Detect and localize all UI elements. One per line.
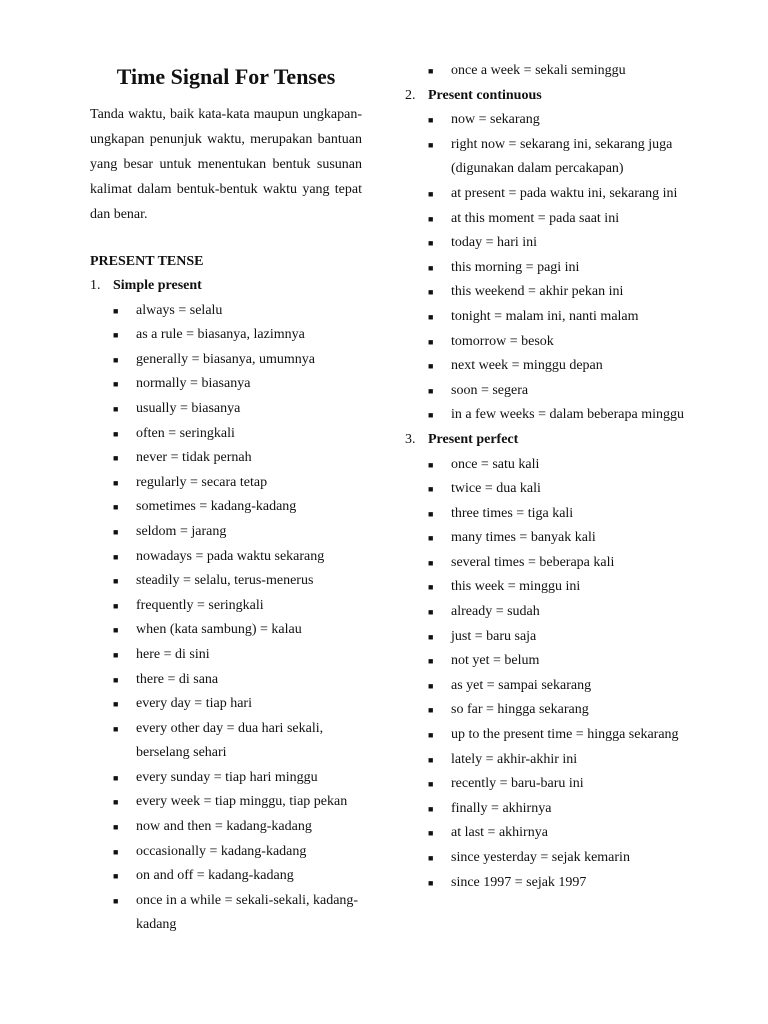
- present-perfect-item: [428, 575, 695, 600]
- simple-present-item: [113, 299, 362, 324]
- present-perfect-item: [428, 477, 695, 502]
- bullet-square-icon: ■: [113, 699, 119, 710]
- bullet-square-icon: ■: [428, 484, 434, 495]
- tense-number: 2.: [405, 87, 416, 103]
- bullet-square-icon: ■: [428, 730, 434, 741]
- bullet-square-icon: ■: [113, 846, 119, 857]
- present-perfect-item: [428, 502, 695, 527]
- simple-present-item: [113, 643, 362, 668]
- present-continuous-item: [428, 354, 695, 379]
- bullet-square-icon: ■: [428, 287, 434, 298]
- simple-present-item: [113, 594, 362, 619]
- bullet-square-icon: ■: [113, 551, 119, 562]
- simple-present-item: [428, 59, 695, 84]
- bullet-square-icon: ■: [428, 705, 434, 716]
- present-continuous-item: [428, 403, 695, 428]
- bullet-square-icon: ■: [428, 385, 434, 396]
- intro-paragraph: Tanda waktu, baik kata-kata maupun ungkapan-ungkapan penunjuk waktu, merupakan bantuan yang besar untuk menentukan bentuk susunan kalimat dalam bentuk-bentuk waktu yang tepat dan benar.: [90, 107, 362, 222]
- list-item-text: frequently = seringkali: [136, 597, 264, 613]
- present-perfect-list: [405, 453, 695, 896]
- bullet-square-icon: ■: [428, 582, 434, 593]
- list-item-text: once a week = sekali seminggu: [451, 63, 626, 78]
- list-item-text: every other day = dua hari sekali, berselang sehari: [136, 720, 324, 761]
- bullet-square-icon: ■: [428, 533, 434, 544]
- present-perfect-item: [428, 600, 695, 625]
- simple-present-item: [113, 422, 362, 447]
- bullet-square-icon: ■: [428, 656, 434, 667]
- bullet-square-icon: ■: [428, 557, 434, 568]
- list-item-text: this morning = pagi ini: [451, 259, 580, 275]
- list-item-text: once in a while = sekali-sekali, kadang-kadang: [136, 892, 359, 933]
- bullet-square-icon: ■: [113, 625, 119, 636]
- list-item-text: on and off = kadang-kadang: [136, 868, 294, 884]
- list-item-text: twice = dua kali: [451, 481, 541, 497]
- list-item-text: sometimes = kadang-kadang: [136, 499, 297, 515]
- present-perfect-item: [428, 846, 695, 871]
- bullet-square-icon: ■: [113, 576, 119, 587]
- present-continuous-item: [428, 280, 695, 305]
- simple-present-list: [90, 299, 362, 938]
- list-item-text: tomorrow = besok: [451, 333, 554, 349]
- bullet-square-icon: ■: [428, 361, 434, 372]
- bullet-square-icon: ■: [113, 723, 119, 734]
- present-perfect-item: [428, 797, 695, 822]
- simple-present-item: [113, 864, 362, 889]
- bullet-square-icon: ■: [113, 674, 119, 685]
- list-item-text: this week = minggu ini: [451, 579, 581, 595]
- right-column: [405, 59, 695, 895]
- present-perfect-item: [428, 821, 695, 846]
- tense-name: Present continuous: [428, 87, 542, 103]
- list-item-text: finally = akhirnya: [451, 800, 552, 816]
- bullet-square-icon: ■: [113, 305, 119, 316]
- bullet-square-icon: ■: [428, 336, 434, 347]
- list-item-text: never = tidak pernah: [136, 450, 252, 466]
- list-item-text: as a rule = biasanya, lazimnya: [136, 327, 305, 343]
- list-item-text: always = selalu: [136, 302, 223, 318]
- list-item-text: steadily = selalu, terus-menerus: [136, 573, 314, 589]
- list-item-text: so far = hingga sekarang: [451, 702, 589, 718]
- list-item-text: usually = biasanya: [136, 400, 241, 416]
- simple-present-item: [113, 618, 362, 643]
- bullet-square-icon: ■: [428, 459, 434, 470]
- list-item-text: up to the present time = hingga sekarang: [451, 727, 679, 743]
- bullet-square-icon: ■: [428, 262, 434, 273]
- simple-present-item: [113, 815, 362, 840]
- present-perfect-item: [428, 748, 695, 773]
- list-item-text: since 1997 = sejak 1997: [451, 874, 587, 890]
- bullet-square-icon: ■: [113, 453, 119, 464]
- bullet-square-icon: ■: [428, 607, 434, 618]
- simple-present-item: [113, 471, 362, 496]
- bullet-square-icon: ■: [113, 649, 119, 660]
- simple-present-item: [113, 446, 362, 471]
- simple-present-item: [113, 840, 362, 865]
- list-item-text: normally = biasanya: [136, 376, 251, 392]
- list-item-text: recently = baru-baru ini: [451, 776, 584, 792]
- list-item-text: as yet = sampai sekarang: [451, 677, 592, 693]
- present-continuous-item: [428, 133, 695, 182]
- simple-present-item: [113, 372, 362, 397]
- list-item-text: now = sekarang: [451, 112, 540, 128]
- list-item-text: this weekend = akhir pekan ini: [451, 284, 624, 300]
- list-item-text: in a few weeks = dalam beberapa minggu: [451, 407, 684, 423]
- list-item-text: often = seringkali: [136, 425, 235, 441]
- present-continuous-item: [428, 231, 695, 256]
- bullet-square-icon: ■: [113, 772, 119, 783]
- list-item-text: occasionally = kadang-kadang: [136, 843, 307, 859]
- bullet-square-icon: ■: [428, 779, 434, 790]
- list-item-text: there = di sana: [136, 671, 219, 687]
- bullet-square-icon: ■: [428, 66, 434, 76]
- simple-present-item: [113, 348, 362, 373]
- present-continuous-item: [428, 182, 695, 207]
- present-perfect-item: [428, 674, 695, 699]
- present-continuous-list: [405, 108, 695, 428]
- list-item-text: just = baru saja: [451, 628, 537, 644]
- bullet-square-icon: ■: [428, 311, 434, 322]
- list-item-text: tonight = malam ini, nanti malam: [451, 308, 639, 324]
- list-item-text: not yet = belum: [451, 653, 540, 669]
- bullet-square-icon: ■: [428, 680, 434, 691]
- list-item-text: nowadays = pada waktu sekarang: [136, 548, 325, 564]
- tense-name: Simple present: [113, 278, 202, 293]
- list-item-text: next week = minggu depan: [451, 358, 603, 374]
- list-item-text: at this moment = pada saat ini: [451, 210, 620, 226]
- bullet-square-icon: ■: [428, 410, 434, 421]
- present-continuous-item: [428, 305, 695, 330]
- simple-present-item: [113, 717, 362, 766]
- tense-name: Present perfect: [428, 431, 519, 447]
- present-continuous-item: [428, 108, 695, 133]
- bullet-square-icon: ■: [428, 238, 434, 249]
- list-item-text: now and then = kadang-kadang: [136, 819, 312, 835]
- bullet-square-icon: ■: [113, 871, 119, 882]
- present-continuous-item: [428, 330, 695, 355]
- bullet-square-icon: ■: [113, 428, 119, 439]
- tense-heading-present-continuous: [405, 84, 695, 109]
- bullet-square-icon: ■: [113, 403, 119, 414]
- list-item-text: already = sudah: [451, 604, 540, 620]
- list-item-text: three times = tiga kali: [451, 505, 574, 521]
- bullet-square-icon: ■: [428, 631, 434, 642]
- present-perfect-item: [428, 453, 695, 478]
- list-item-text: when (kata sambung) = kalau: [136, 622, 302, 638]
- simple-present-item: [113, 889, 362, 938]
- page-title: Time Signal For Tenses: [116, 64, 336, 89]
- list-item-text: at present = pada waktu ini, sekarang ini: [451, 185, 678, 201]
- simple-present-item: [113, 520, 362, 545]
- bullet-square-icon: ■: [428, 139, 434, 150]
- bullet-square-icon: ■: [113, 379, 119, 390]
- list-item-text: here = di sini: [136, 646, 210, 662]
- present-perfect-item: [428, 698, 695, 723]
- bullet-square-icon: ■: [113, 797, 119, 808]
- bullet-square-icon: ■: [113, 526, 119, 537]
- left-column: [90, 62, 362, 938]
- bullet-square-icon: ■: [113, 502, 119, 513]
- present-perfect-item: [428, 871, 695, 896]
- list-item-text: once = satu kali: [451, 456, 540, 472]
- simple-present-item: [113, 692, 362, 717]
- tense-heading-present-perfect: [405, 428, 695, 453]
- list-item-text: at last = akhirnya: [451, 825, 548, 841]
- list-item-text: every day = tiap hari: [136, 696, 252, 712]
- tense-number: 1.: [90, 278, 101, 293]
- bullet-square-icon: ■: [113, 354, 119, 365]
- list-item-text: several times = beberapa kali: [451, 554, 615, 570]
- bullet-square-icon: ■: [113, 330, 119, 341]
- simple-present-continued-list: [405, 59, 695, 84]
- list-item-text: every week = tiap minggu, tiap pekan: [136, 794, 348, 810]
- bullet-square-icon: ■: [428, 115, 434, 126]
- bullet-square-icon: ■: [428, 803, 434, 814]
- bullet-square-icon: ■: [428, 853, 434, 863]
- simple-present-item: [113, 766, 362, 791]
- list-item-text: many times = banyak kali: [451, 530, 596, 546]
- present-continuous-item: [428, 379, 695, 404]
- bullet-square-icon: ■: [428, 754, 434, 765]
- list-item-text: lately = akhir-akhir ini: [451, 751, 578, 767]
- bullet-square-icon: ■: [428, 877, 434, 888]
- present-perfect-item: [428, 772, 695, 797]
- bullet-square-icon: ■: [113, 822, 119, 833]
- bullet-square-icon: ■: [428, 213, 434, 224]
- present-perfect-item: [428, 551, 695, 576]
- present-perfect-item: [428, 625, 695, 650]
- list-item-text: since yesterday = sejak kemarin: [451, 850, 630, 865]
- list-item-text: seldom = jarang: [136, 523, 227, 539]
- list-item-text: regularly = secara tetap: [136, 474, 268, 490]
- tense-heading-simple-present: [90, 274, 362, 299]
- simple-present-item: [113, 545, 362, 570]
- list-item-text: today = hari ini: [451, 235, 538, 251]
- bullet-square-icon: ■: [113, 895, 119, 906]
- present-perfect-item: [428, 526, 695, 551]
- list-item-text: right now = sekarang ini, sekarang juga (digunakan dalam percakapan): [451, 136, 673, 177]
- list-item-text: soon = segera: [451, 382, 529, 398]
- bullet-square-icon: ■: [113, 600, 119, 611]
- list-item-text: generally = biasanya, umumnya: [136, 351, 315, 367]
- tense-number: 3.: [405, 431, 416, 447]
- present-perfect-item: [428, 723, 695, 748]
- bullet-square-icon: ■: [428, 188, 434, 199]
- bullet-square-icon: ■: [113, 477, 119, 488]
- present-continuous-item: [428, 207, 695, 232]
- present-perfect-item: [428, 649, 695, 674]
- simple-present-item: [113, 790, 362, 815]
- simple-present-item: [113, 569, 362, 594]
- simple-present-item: [113, 495, 362, 520]
- section-heading-present-tense: PRESENT TENSE: [90, 254, 204, 269]
- present-continuous-item: [428, 256, 695, 281]
- simple-present-item: [113, 397, 362, 422]
- list-item-text: every sunday = tiap hari minggu: [136, 769, 318, 785]
- bullet-square-icon: ■: [428, 828, 434, 839]
- simple-present-item: [113, 668, 362, 693]
- simple-present-item: [113, 323, 362, 348]
- bullet-square-icon: ■: [428, 508, 434, 519]
